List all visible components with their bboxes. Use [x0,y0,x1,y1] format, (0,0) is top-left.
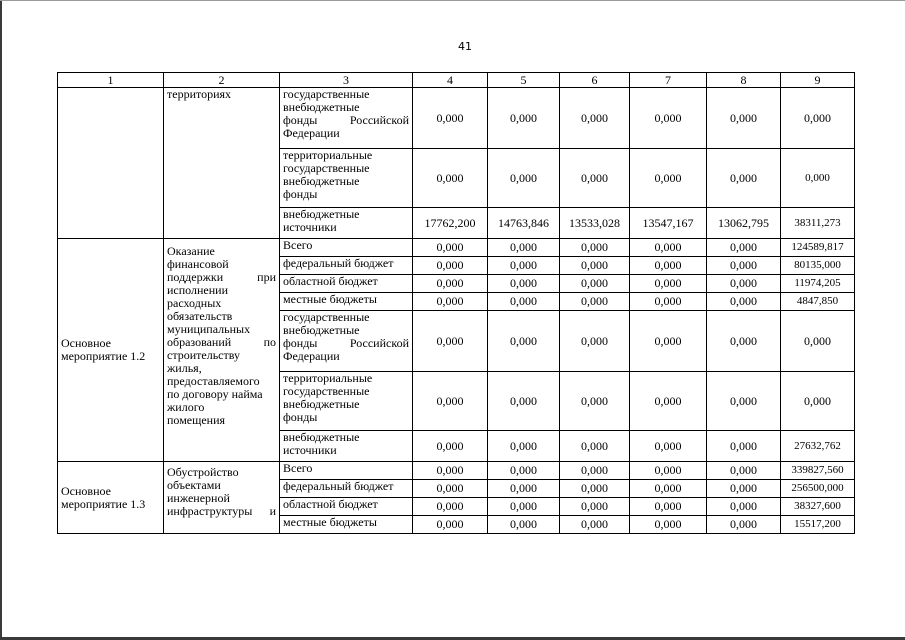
value-cell: 0,000 [707,293,781,311]
value-cell: 0,000 [560,516,630,534]
event-description-cell [164,239,280,462]
value-cell: 0,000 [560,257,630,275]
funding-source-line: внебюджетные [283,207,360,221]
value-cell: 27632,762 [781,431,855,462]
header-cell: 8 [707,73,781,88]
table-row [58,88,855,149]
value-cell: 0,000 [781,372,855,431]
value-cell: 0,000 [413,239,488,257]
funding-source-line: источники [283,443,337,457]
header-cell: 2 [164,73,280,88]
value-cell: 4847,850 [781,293,855,311]
value-cell: 38327,600 [781,498,855,516]
value-cell: 11974,205 [781,275,855,293]
funding-source-line: внебюджетные [283,174,360,188]
value-cell: 0,000 [413,498,488,516]
value-cell: 0,000 [630,275,707,293]
value-cell: 0,000 [707,480,781,498]
funding-source-line: государственные [283,161,370,175]
budget-table [57,72,855,534]
value-cell: 0,000 [630,88,707,149]
event-description-line: обязательств [167,309,233,323]
funding-source-cell [280,372,413,431]
value-cell: 0,000 [707,516,781,534]
value-cell: 80135,000 [781,257,855,275]
event-description-line: по договору найма [167,387,263,401]
value-cell: 0,000 [630,257,707,275]
value-cell: 0,000 [630,480,707,498]
value-cell: 0,000 [560,239,630,257]
table-header-row [58,73,855,88]
funding-source-cell: Всего [280,462,413,480]
event-description-line: жилья, [167,361,202,375]
value-cell: 13062,795 [707,208,781,239]
event-description-line: исполнении [167,283,229,297]
value-cell: 0,000 [630,149,707,208]
value-cell: 0,000 [413,257,488,275]
value-cell: 0,000 [413,431,488,462]
funding-source-cell: областной бюджет [280,275,413,293]
event-description-line: жилого [167,400,205,414]
value-cell: 0,000 [707,311,781,372]
funding-source-line: территориальные [283,371,373,385]
value-cell: 0,000 [488,88,560,149]
funding-source-line: государственные [283,310,370,324]
value-cell: 17762,200 [413,208,488,239]
funding-source-line: внебюджетные [283,430,360,444]
value-cell: 0,000 [488,311,560,372]
funding-source-line: Федерации [283,126,340,140]
value-cell: 0,000 [560,462,630,480]
value-cell: 0,000 [781,149,855,208]
event-description-line: инженерной [167,491,230,505]
funding-source-line: фонды [283,410,318,424]
scan-edge-left [0,0,2,640]
value-cell: 0,000 [413,372,488,431]
value-cell: 0,000 [707,257,781,275]
funding-source-line: государственные [283,384,370,398]
value-cell: 0,000 [707,239,781,257]
value-cell: 0,000 [560,498,630,516]
value-cell: 0,000 [707,149,781,208]
event-description-line: образований по [167,335,276,349]
value-cell: 0,000 [413,516,488,534]
header-cell: 5 [488,73,560,88]
value-cell: 0,000 [781,88,855,149]
value-cell: 0,000 [630,431,707,462]
value-cell: 0,000 [413,275,488,293]
event-description: территориях [167,87,232,101]
value-cell: 0,000 [413,462,488,480]
value-cell: 0,000 [630,372,707,431]
event-description-cell [164,462,280,534]
funding-source-cell: федеральный бюджет [280,480,413,498]
value-cell: 0,000 [630,311,707,372]
funding-source-line: внебюджетные [283,100,360,114]
value-cell: 0,000 [707,431,781,462]
funding-source-cell: местные бюджеты [280,516,413,534]
value-cell: 0,000 [707,372,781,431]
value-cell: 38311,273 [781,208,855,239]
header-cell: 7 [630,73,707,88]
event-title-cell [58,239,164,462]
event-description-line: помещения [167,413,226,427]
value-cell: 124589,817 [781,239,855,257]
event-description-line: поддержки при [167,270,276,284]
value-cell: 0,000 [707,275,781,293]
value-cell: 0,000 [488,293,560,311]
event-description-line: инфраструктуры и [167,504,276,518]
value-cell: 0,000 [413,88,488,149]
value-cell: 0,000 [488,462,560,480]
value-cell: 0,000 [488,372,560,431]
event-description-line: объектами [167,478,221,492]
event-title-cell [58,462,164,534]
value-cell: 0,000 [560,372,630,431]
value-cell: 0,000 [781,311,855,372]
value-cell: 0,000 [488,516,560,534]
funding-source-cell: местные бюджеты [280,293,413,311]
value-cell: 0,000 [560,275,630,293]
value-cell: 0,000 [707,462,781,480]
table-row [58,462,855,480]
value-cell: 0,000 [707,88,781,149]
event-description-line: расходных [167,296,222,310]
value-cell: 339827,560 [781,462,855,480]
funding-source-line: внебюджетные [283,397,360,411]
event-description-line: предоставляемого [167,374,260,388]
value-cell: 0,000 [413,293,488,311]
header-cell: 1 [58,73,164,88]
event-title: Основное мероприятие 1.3 [61,483,146,511]
value-cell: 0,000 [488,431,560,462]
funding-source-cell [280,431,413,462]
value-cell: 0,000 [560,88,630,149]
event-title: Основное мероприятие 1.2 [61,336,146,363]
event-description-line: финансовой [167,257,229,271]
funding-source-line: фонды Российской [283,113,409,127]
event-description-line: Оказание [167,244,215,258]
event-title-cell [58,88,164,239]
event-description-line: муниципальных [167,322,251,336]
funding-source-line: источники [283,220,337,234]
value-cell: 0,000 [488,239,560,257]
value-cell: 0,000 [413,311,488,372]
funding-source-cell [280,88,413,149]
header-cell: 9 [781,73,855,88]
value-cell: 0,000 [630,293,707,311]
funding-source-cell [280,149,413,208]
scan-edge-top [0,0,905,1]
table-row [58,239,855,257]
event-description-cell [164,88,280,239]
funding-source-line: государственные [283,87,370,101]
value-cell: 0,000 [560,480,630,498]
value-cell: 13547,167 [630,208,707,239]
value-cell: 0,000 [560,149,630,208]
funding-source-line: фонды Российской [283,336,409,350]
header-cell: 6 [560,73,630,88]
value-cell: 0,000 [488,498,560,516]
funding-source-cell: Всего [280,239,413,257]
funding-source-line: фонды [283,187,318,201]
value-cell: 0,000 [630,239,707,257]
funding-source-line: внебюджетные [283,323,360,337]
value-cell: 0,000 [560,293,630,311]
value-cell: 0,000 [488,480,560,498]
funding-source-cell: областной бюджет [280,498,413,516]
funding-source-line: территориальные [283,148,373,162]
value-cell: 0,000 [630,498,707,516]
funding-source-cell [280,208,413,239]
event-description-line: строительству [167,348,240,362]
funding-source-cell [280,311,413,372]
value-cell: 0,000 [630,462,707,480]
value-cell: 0,000 [413,149,488,208]
value-cell: 0,000 [560,431,630,462]
value-cell: 0,000 [488,275,560,293]
value-cell: 0,000 [488,257,560,275]
header-cell: 3 [280,73,413,88]
value-cell: 0,000 [707,498,781,516]
funding-source-cell: федеральный бюджет [280,257,413,275]
value-cell: 0,000 [488,149,560,208]
value-cell: 13533,028 [560,208,630,239]
header-cell: 4 [413,73,488,88]
value-cell: 0,000 [413,480,488,498]
value-cell: 0,000 [560,311,630,372]
page-number: 41 [458,40,472,53]
value-cell: 14763,846 [488,208,560,239]
event-description-line: Обустройство [167,465,239,479]
value-cell: 256500,000 [781,480,855,498]
value-cell: 0,000 [630,516,707,534]
funding-source-line: Федерации [283,349,340,363]
value-cell: 15517,200 [781,516,855,534]
